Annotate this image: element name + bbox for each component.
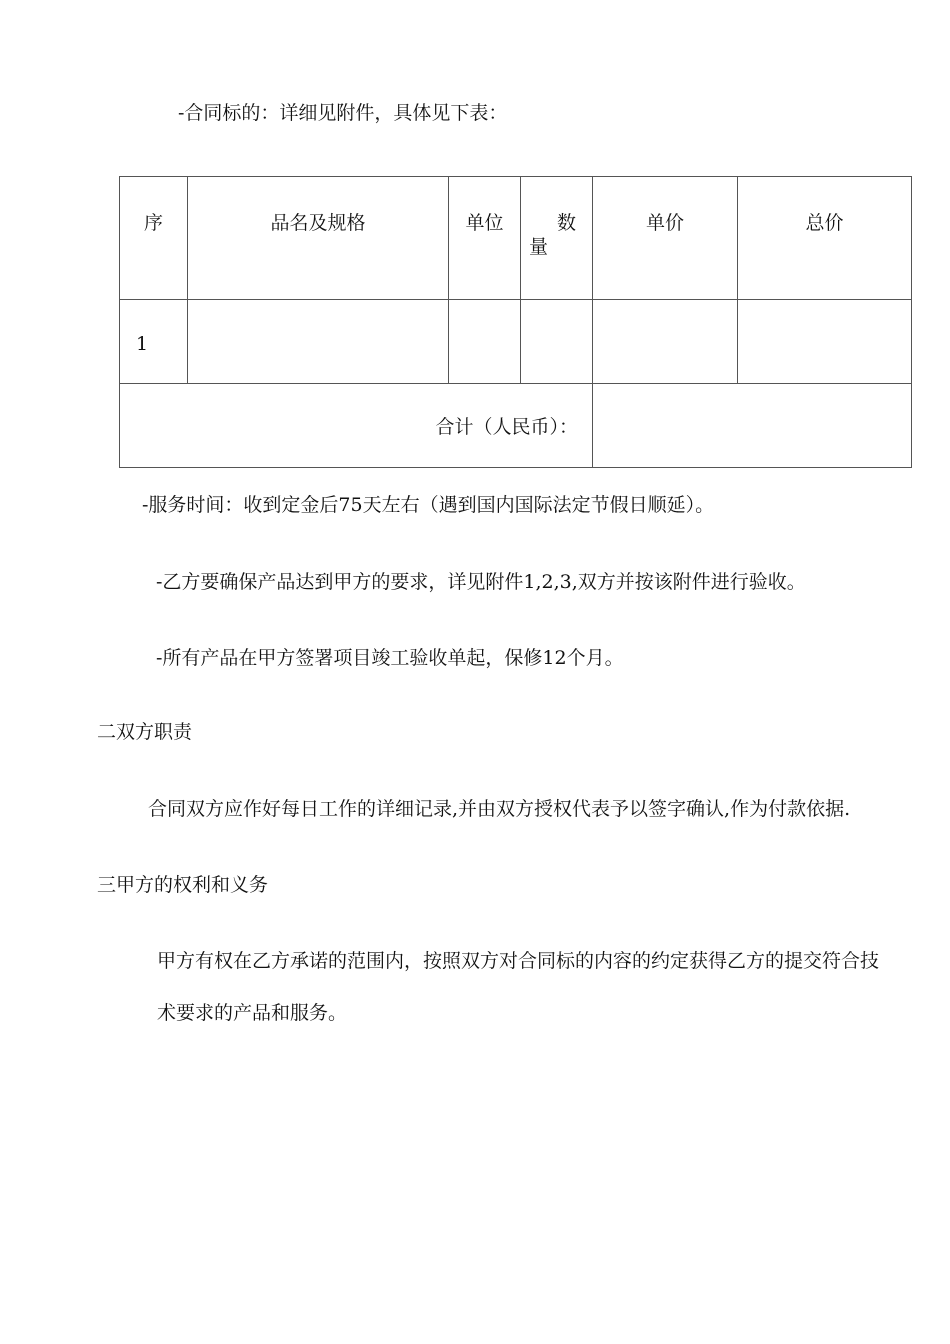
total-value-cell	[593, 384, 912, 468]
table-total-row	[120, 384, 912, 468]
row-total-price-cell	[738, 300, 912, 384]
header-index-cell	[120, 177, 188, 300]
service-time-clause: -服务时间：收到定金后75天左右（遇到国内国际法定节假日顺延）。	[142, 494, 715, 516]
header-qty-line2: 量	[529, 236, 549, 258]
total-label-cell	[120, 384, 593, 468]
section3-body-line2: 术要求的产品和服务。	[157, 1002, 348, 1024]
section3-body-line1: 甲方有权在乙方承诺的范围内，按照双方对合同标的内容的约定获得乙方的提交符合技	[157, 950, 880, 972]
section2-body: 合同双方应作好每日工作的详细记录,并由双方授权代表予以签字确认,作为付款依据.	[148, 798, 851, 820]
section2-title: 二双方职责	[97, 721, 193, 743]
row-qty-cell	[521, 300, 593, 384]
header-unit: 单位	[465, 212, 504, 234]
header-unit-cell	[449, 177, 521, 300]
section3-title: 三甲方的权利和义务	[97, 874, 269, 896]
row-unit-cell	[449, 300, 521, 384]
header-qty-cell	[521, 177, 593, 300]
header-unit-price-cell	[593, 177, 738, 300]
header-qty-line1: 数	[557, 212, 577, 234]
table-row	[120, 300, 912, 384]
header-qty	[521, 177, 592, 259]
total-label: 合计（人民币）：	[435, 416, 578, 438]
header-name-cell	[188, 177, 449, 300]
row-name-cell	[188, 300, 449, 384]
header-total-price: 总价	[805, 212, 844, 234]
row-unit-price-cell	[593, 300, 738, 384]
table-header-row	[120, 177, 912, 300]
row-index-cell	[120, 300, 188, 384]
header-index: 序	[143, 212, 163, 234]
items-table	[119, 176, 912, 468]
row-index: 1	[136, 333, 149, 355]
warranty-clause: -所有产品在甲方签署项目竣工验收单起，保修12个月。	[156, 647, 624, 669]
header-name: 品名及规格	[270, 212, 366, 234]
quality-clause: -乙方要确保产品达到甲方的要求，详见附件1,2,3,双方并按该附件进行验收。	[156, 571, 806, 593]
intro-text: -合同标的：详细见附件，具体见下表：	[178, 102, 508, 124]
header-total-price-cell	[738, 177, 912, 300]
header-unit-price: 单价	[645, 212, 684, 234]
